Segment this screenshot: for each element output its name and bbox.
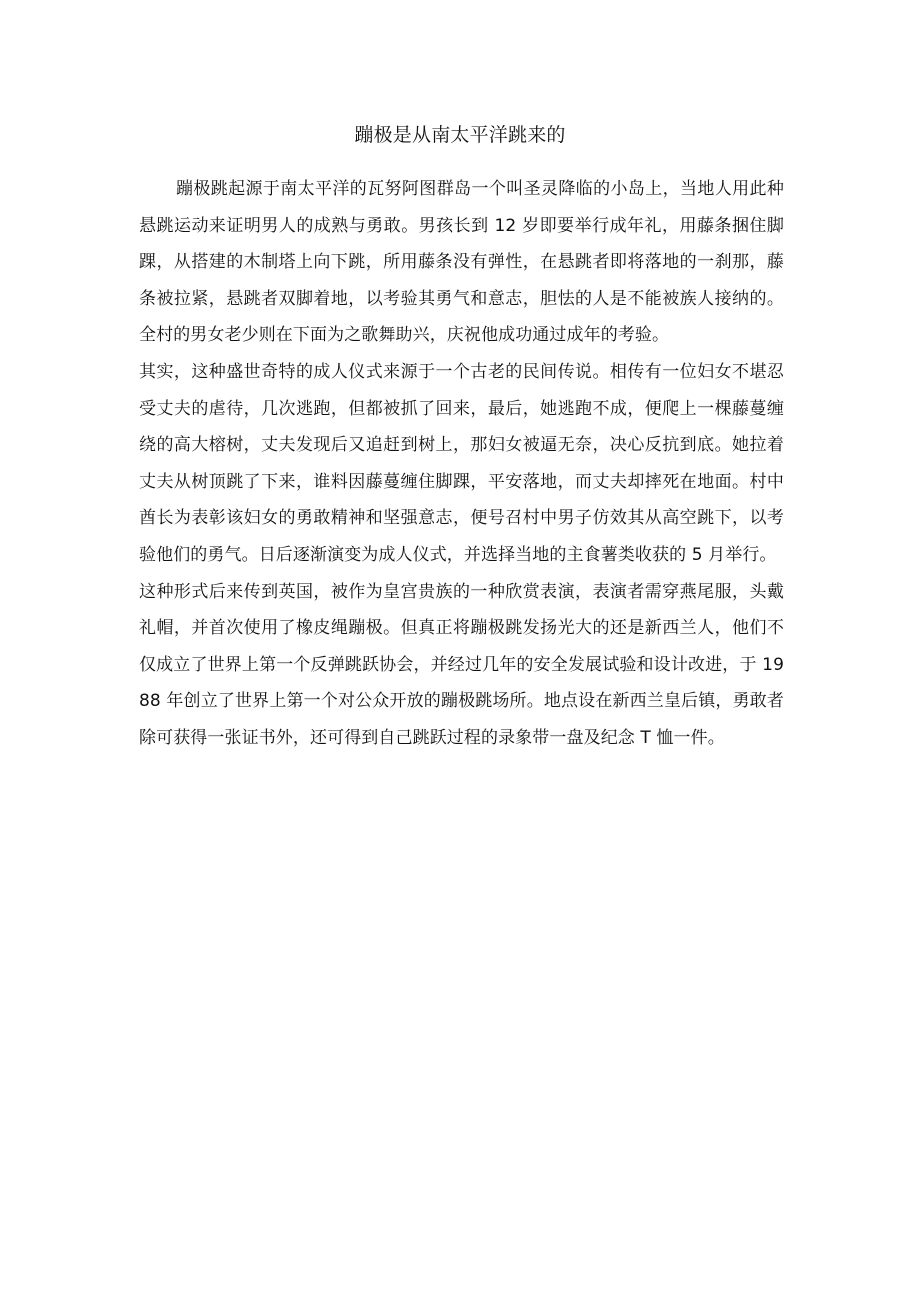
paragraph-legend: 其实，这种盛世奇特的成人仪式来源于一个古老的民间传说。相传有一位妇女不堪忍受丈夫的虐待，几次逃跑，但都被抓了回来，最后，她逃跑不成，便爬上一棵藤蔓缠绕的高大榕树，丈夫发现后又追赶到树上，那妇女被逼无奈，决心反抗到底。她拉着丈夫从树顶跳了下来，谁料因藤蔓缠住脚踝，平安落地，而丈夫却摔死在地面。村中酋长为表彰该妇女的勇敢精神和坚强意志，便号召村中男子仿效其从高空跳下，以考验他们的勇气。日后逐渐演变为成人仪式，并选择当地的主食薯类收获的 5 月举行。 xyxy=(139,361,784,565)
document-title: 蹦极是从南太平洋跳来的 xyxy=(354,124,566,146)
document-body xyxy=(139,171,784,757)
paragraph-spread: 这种形式后来传到英国，被作为皇宫贵族的一种欣赏表演，表演者需穿燕尾服，头戴礼帽，并首次使用了橡皮绳蹦极。但真正将蹦极跳发扬光大的还是新西兰人，他们不仅成立了世界上第一个反弹跳跃协会，并经过几年的安全发展试验和设计改进，于 1988 年创立了世界上第一个对公众开放的蹦极跳场所。地点设在新西兰皇后镇，勇敢者除可获得一张证书外，还可得到自己跳跃过程的录象带一盘及纪念 T 恤一件。 xyxy=(139,581,784,748)
paragraph-origin: 蹦极跳起源于南太平洋的瓦努阿图群岛一个叫圣灵降临的小岛上，当地人用此种悬跳运动来证明男人的成熟与勇敢。男孩长到 12 岁即要举行成年礼，用藤条捆住脚踝，从搭建的木制塔上向下跳，所用藤条没有弹性，在悬跳者即将落地的一刹那，藤条被拉紧，悬跳者双脚着地，以考验其勇气和意志，胆怯的人是不能被族人接纳的。全村的男女老少则在下面为之歌舞助兴，庆祝他成功通过成年的考验。 xyxy=(139,179,784,346)
